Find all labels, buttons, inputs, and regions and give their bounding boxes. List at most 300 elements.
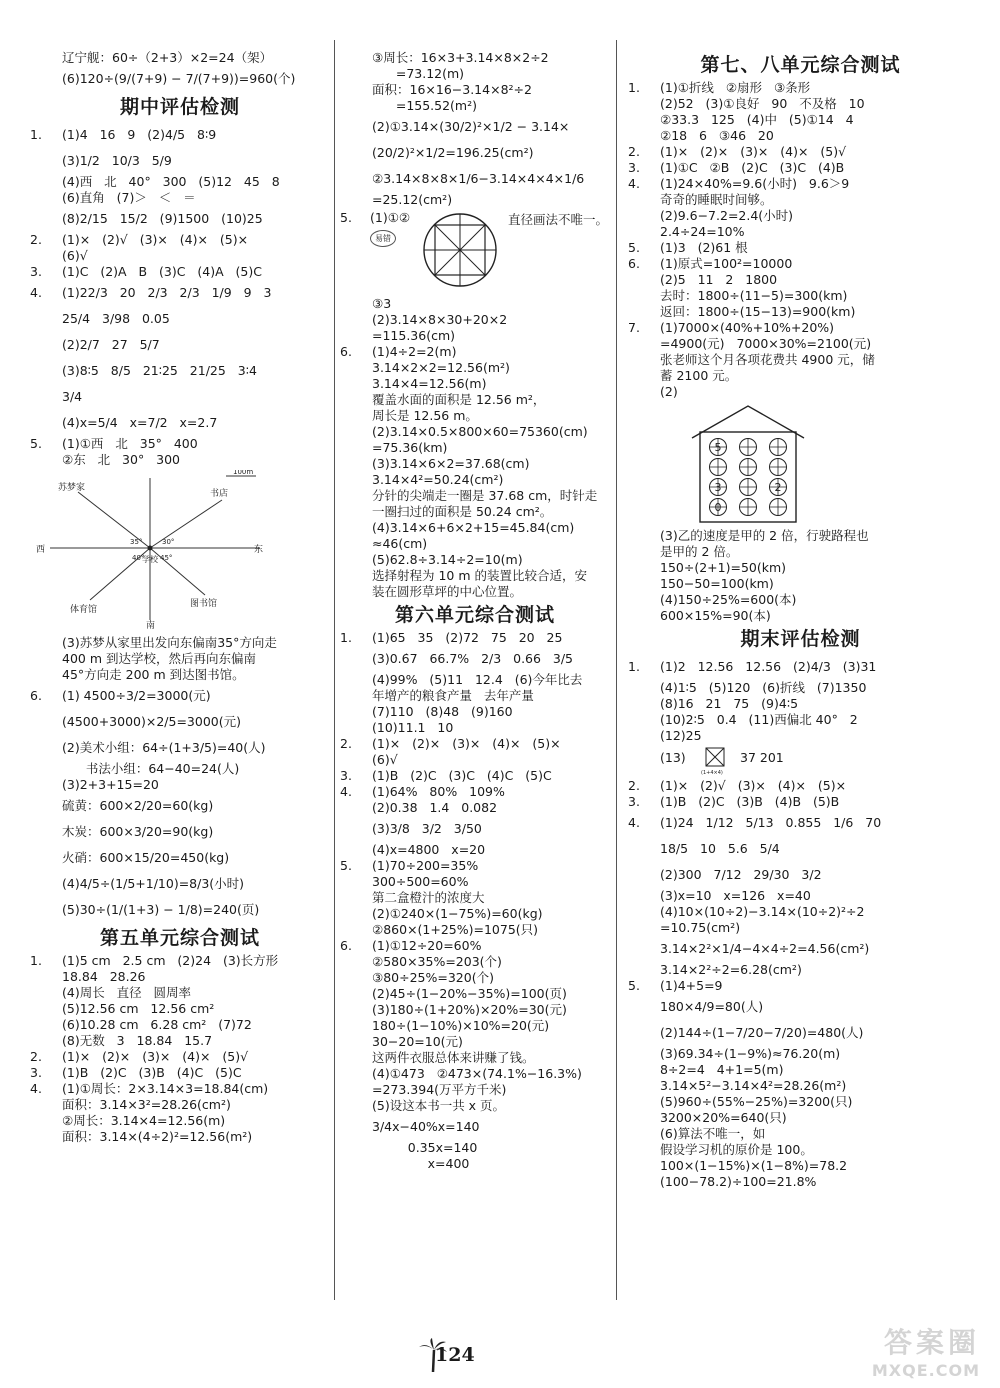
answer-column-3 bbox=[628, 50, 973, 1190]
answer-line bbox=[340, 800, 610, 816]
answer-text: =25.12(cm²) bbox=[372, 192, 453, 207]
answer-text: (1)× (2)√ (3)× (4)× (5)× bbox=[62, 232, 249, 247]
answer-line bbox=[30, 232, 330, 248]
answer-line bbox=[30, 206, 330, 232]
answer-line bbox=[628, 592, 973, 608]
answer-line bbox=[340, 504, 610, 520]
answer-line bbox=[340, 784, 610, 800]
answer-line bbox=[30, 66, 330, 92]
question-number: 2. bbox=[628, 144, 640, 159]
question-number: 4. bbox=[628, 815, 640, 830]
answer-line bbox=[30, 1033, 330, 1049]
angle-label: 30° bbox=[162, 538, 175, 546]
answer-line bbox=[340, 922, 610, 938]
answer-line bbox=[30, 819, 330, 845]
answer-text: 张老师这个月各项花费共 4900 元，储 bbox=[660, 352, 875, 367]
answer-text: (4500+3000)×2/5=3000(元) bbox=[62, 714, 241, 729]
answer-line bbox=[340, 114, 610, 140]
answer-line bbox=[340, 1066, 610, 1082]
answer-text: (1)B (2)C (3)B (4)B (5)B bbox=[660, 794, 840, 809]
answer-text: ②580×35%=203(个) bbox=[372, 954, 502, 969]
column-divider-2 bbox=[616, 40, 617, 1300]
answer-line bbox=[30, 358, 330, 384]
answer-line bbox=[30, 174, 330, 190]
answer-line bbox=[340, 630, 610, 646]
answer-line bbox=[340, 1002, 610, 1018]
house-cell-number: 0 bbox=[714, 501, 722, 514]
answer-text: (4)西 北 40° 300 (5)12 45 8 bbox=[62, 174, 280, 189]
answer-line bbox=[340, 1156, 610, 1172]
answer-line bbox=[340, 720, 610, 736]
house-cell-number: 2 bbox=[774, 481, 782, 494]
answer-line bbox=[30, 332, 330, 358]
answer-text: x=400 bbox=[372, 1156, 470, 1171]
answer-line bbox=[340, 1140, 610, 1156]
answer-text: (4)x=4800 x=20 bbox=[372, 842, 486, 857]
answer-text: (10)2∶5 0.4 (11)西偏北 40° 2 bbox=[660, 712, 858, 727]
question-number: 4. bbox=[628, 176, 640, 191]
question-number: 6. bbox=[30, 688, 42, 703]
angle-label: 45° bbox=[160, 554, 173, 562]
answer-text: (10)11.1 10 bbox=[372, 720, 454, 735]
answer-line bbox=[340, 344, 610, 360]
answer-text: (2)3.14×8×30+20×2 bbox=[372, 312, 508, 327]
answer-line bbox=[30, 651, 330, 667]
answer-text: (4)①473 ②473×(74.1%−16.3%) bbox=[372, 1066, 582, 1081]
answer-line bbox=[30, 897, 330, 923]
answer-text: ②33.3 125 (4)中 (5)①14 4 bbox=[660, 112, 854, 127]
answer-text: (1)5 cm 2.5 cm (2)24 (3)长方形 bbox=[62, 953, 279, 968]
section-heading: 第六单元综合测试 bbox=[394, 604, 555, 626]
answer-text: ≈46(cm) bbox=[372, 536, 428, 551]
question-number: 1. bbox=[628, 80, 640, 95]
answer-line bbox=[30, 667, 330, 683]
answer-line-with-diagram bbox=[628, 746, 973, 776]
answer-text: 25/4 3/98 0.05 bbox=[62, 311, 170, 326]
answer-text: (5)960÷(55%−25%)=3200(只) bbox=[660, 1094, 853, 1109]
answer-line bbox=[628, 962, 973, 978]
answer-text: 180÷(1−10%)×10%=20(元) bbox=[372, 1018, 550, 1033]
answer-text: (2)3.14×0.5×800×60=75360(cm) bbox=[372, 424, 588, 439]
answer-line bbox=[340, 312, 610, 328]
answer-text: 18/5 10 5.6 5/4 bbox=[660, 841, 780, 856]
answer-text: (8)无数 3 18.84 15.7 bbox=[62, 1033, 213, 1048]
answer-text: (20/2)²×1/2=196.25(cm²) bbox=[372, 145, 534, 160]
answer-line bbox=[628, 654, 973, 680]
answer-text: (3)苏梦从家里出发向东偏南35°方向走 bbox=[62, 635, 277, 650]
answer-text: (4)周长 直径 圆周率 bbox=[62, 985, 192, 1000]
answer-text: 600×15%=90(本) bbox=[660, 608, 771, 623]
answer-line bbox=[340, 536, 610, 552]
answer-line bbox=[628, 728, 973, 744]
home-label: 苏梦家 bbox=[58, 483, 86, 493]
question-number: 3. bbox=[30, 1065, 42, 1080]
answer-line bbox=[628, 1142, 973, 1158]
answer-line bbox=[30, 1129, 330, 1145]
answer-text: (5)62.8÷3.14÷2=10(m) bbox=[372, 552, 523, 567]
answer-text: (1)4+5=9 bbox=[660, 978, 723, 993]
answer-text: 假设学习机的原价是 100。 bbox=[660, 1142, 813, 1157]
answer-text: ②3.14×8×8×1/6−3.14×4×4×1/6 bbox=[372, 171, 585, 186]
answer-text: (3)2+3+15=20 bbox=[62, 777, 159, 792]
question-number: 1. bbox=[30, 953, 42, 968]
answer-text: 返回：1800÷(15−13)=900(km) bbox=[660, 304, 856, 319]
answer-text: 8÷2=4 4+1=5(m) bbox=[660, 1062, 784, 1077]
answer-text: (2)9.6−7.2=2.4(小时) bbox=[660, 208, 794, 223]
circle-drawing-figure bbox=[340, 210, 610, 294]
answer-text: =155.52(m²) bbox=[372, 98, 477, 113]
answer-text: (2)45÷(1−20%−35%)=100(页) bbox=[372, 986, 567, 1001]
answer-line bbox=[30, 709, 330, 735]
question-number: 6. bbox=[340, 344, 352, 359]
answer-text: =115.36(cm) bbox=[372, 328, 456, 343]
school-label: 学校 bbox=[142, 555, 158, 564]
answer-line bbox=[628, 994, 973, 1020]
answer-line bbox=[30, 735, 330, 761]
answer-text: (1)7000×(40%+10%+20%) bbox=[660, 320, 835, 335]
answer-text: 3.14×2²÷2=6.28(cm²) bbox=[660, 962, 802, 977]
answer-text: 装在圆形草坪的中心位置。 bbox=[372, 584, 523, 599]
answer-text: (6)√ bbox=[372, 752, 398, 767]
answer-line bbox=[30, 452, 330, 468]
answer-line bbox=[340, 520, 610, 536]
question-number: 6. bbox=[628, 256, 640, 271]
answer-text: (3)x=10 x=126 x=40 bbox=[660, 888, 811, 903]
answer-line bbox=[340, 970, 610, 986]
answer-text: 分针的尖端走一圈是 37.68 cm，时针走 bbox=[372, 488, 598, 503]
answer-line bbox=[340, 1114, 610, 1140]
answer-text: (4)3.14×6+6×2+15=45.84(cm) bbox=[372, 520, 575, 535]
answer-text: 100×(1−15%)×(1−8%)=78.2 bbox=[660, 1158, 848, 1173]
answer-text: ②18 6 ③46 20 bbox=[660, 128, 774, 143]
answer-text: ③80÷25%=320(个) bbox=[372, 970, 494, 985]
answer-text: (2)美术小组：64÷(1+3/5)=40(人) bbox=[62, 740, 266, 755]
south-label: 南 bbox=[146, 621, 156, 630]
answer-text: 一圈扫过的面积是 50.24 cm²。 bbox=[372, 504, 553, 519]
watermark-logo-text: 答案圈 bbox=[883, 1326, 980, 1359]
answer-line bbox=[30, 1049, 330, 1065]
section-heading: 期末评估检测 bbox=[740, 628, 861, 650]
direction-map-figure bbox=[30, 470, 330, 633]
answer-text: (4)4/5÷(1/5+1/10)=8/3(小时) bbox=[62, 876, 245, 891]
answer-text: 0.35x=140 bbox=[372, 1140, 478, 1155]
answer-line bbox=[340, 1098, 610, 1114]
answer-column-1 bbox=[30, 50, 330, 1145]
answer-text: 年增产的粮食产量 去年产量 bbox=[372, 688, 534, 703]
answer-line bbox=[340, 192, 610, 208]
answer-line bbox=[340, 584, 610, 600]
answer-text: (3)180÷(1+20%)×20%=30(元) bbox=[372, 1002, 567, 1017]
page-number: 124 bbox=[435, 1344, 475, 1366]
answer-text: 150÷(2+1)=50(km) bbox=[660, 560, 787, 575]
answer-line bbox=[340, 768, 610, 784]
answer-line bbox=[628, 144, 973, 160]
answer-text: 300÷500=60% bbox=[372, 874, 469, 889]
answer-text: (4)150÷25%=600(本) bbox=[660, 592, 797, 607]
answer-line bbox=[340, 646, 610, 672]
answer-text: 选择射程为 10 m 的装置比较合适，安 bbox=[372, 568, 588, 583]
answer-line bbox=[30, 871, 330, 897]
answer-text: 面积：3.14×3²=28.26(cm²) bbox=[62, 1097, 231, 1112]
answer-line bbox=[340, 954, 610, 970]
answer-text: (1)原式=100²=10000 bbox=[660, 256, 793, 271]
answer-text: (5)30÷(1/(1+3) − 1/8)=240(页) bbox=[62, 902, 260, 917]
answer-text: 辽宁舰：60÷（2+3）×2=24（架） bbox=[62, 50, 273, 65]
answer-line bbox=[628, 560, 973, 576]
east-label: 东 bbox=[254, 545, 264, 555]
answer-text: 3.14×4²=50.24(cm²) bbox=[372, 472, 504, 487]
circle-with-diameters-svg bbox=[420, 210, 500, 290]
answer-text: (3)乙的速度是甲的 2 倍，行驶路程也 bbox=[660, 528, 869, 543]
answer-text: (1)64% 80% 109% bbox=[372, 784, 505, 799]
answer-text: 3.14×2²×1/4−4×4÷2=4.56(cm²) bbox=[660, 941, 870, 956]
answer-line bbox=[340, 816, 610, 842]
answer-line bbox=[628, 336, 973, 352]
question-number: 1. bbox=[340, 630, 352, 645]
answer-line bbox=[628, 272, 973, 288]
answer-line bbox=[628, 176, 973, 192]
answer-line bbox=[340, 906, 610, 922]
answer-line bbox=[30, 1001, 330, 1017]
question-number: 3. bbox=[30, 264, 42, 279]
answer-text: (4)x=5/4 x=7/2 x=2.7 bbox=[62, 415, 218, 430]
answer-line bbox=[340, 376, 610, 392]
house-cell-number: 3 bbox=[714, 481, 722, 494]
answer-text: (8)16 21 75 (9)4∶5 bbox=[660, 696, 799, 711]
answer-line bbox=[30, 264, 330, 280]
answer-text: (1)①C ②B (2)C (3)C (4)B bbox=[660, 160, 845, 175]
answer-line bbox=[30, 190, 330, 206]
answer-text: (1)4 16 9 (2)4/5 8∶9 bbox=[62, 127, 217, 142]
answer-text: (3)1/2 10/3 5/9 bbox=[62, 153, 172, 168]
watermark-url: MXQE.COM bbox=[871, 1361, 980, 1380]
answer-line bbox=[628, 888, 973, 904]
answer-line bbox=[628, 1062, 973, 1078]
answer-text: (6)算法不唯一，如 bbox=[660, 1126, 766, 1141]
answer-text: 覆盖水面的面积是 12.56 m²， bbox=[372, 392, 546, 407]
answer-line bbox=[628, 128, 973, 144]
answer-line bbox=[30, 1017, 330, 1033]
answer-line bbox=[340, 858, 610, 874]
question-number: 5. bbox=[340, 858, 352, 873]
answer-line bbox=[628, 778, 973, 794]
answer-line bbox=[30, 845, 330, 871]
bookstore-ray bbox=[150, 500, 222, 548]
answer-line bbox=[628, 608, 973, 624]
answer-line bbox=[30, 1065, 330, 1081]
answer-text: (1)①西 北 35° 400 bbox=[62, 436, 198, 451]
answer-text: (1)①12÷20=60% bbox=[372, 938, 482, 953]
answer-text: (4)99% (5)11 12.4 (6)今年比去 bbox=[372, 672, 583, 687]
gym-label: 体育馆 bbox=[70, 605, 98, 615]
answer-text: (2)①240×(1−75%)=60(kg) bbox=[372, 906, 543, 921]
question-number: 1. bbox=[30, 127, 42, 142]
answer-text: 30−20=10(元) bbox=[372, 1034, 463, 1049]
answer-line bbox=[628, 304, 973, 320]
answer-line bbox=[628, 1020, 973, 1046]
answer-text: 3.14×4=12.56(m) bbox=[372, 376, 487, 391]
answer-line bbox=[30, 777, 330, 793]
answer-text: 面积：16×16−3.14×8²÷2 bbox=[372, 82, 532, 97]
answer-line bbox=[30, 1113, 330, 1129]
scale-label: 100m bbox=[233, 470, 254, 476]
column-divider-1 bbox=[334, 40, 335, 1300]
answer-text: (1)× (2)√ (3)× (4)× (5)× bbox=[660, 778, 847, 793]
answer-line bbox=[30, 436, 330, 452]
answer-text: 18.84 28.26 bbox=[62, 969, 146, 984]
answer-text: (1)4÷2=2(m) bbox=[372, 344, 457, 359]
answer-line bbox=[628, 978, 973, 994]
answer-text: (1)3 (2)61 根 bbox=[660, 240, 748, 255]
section-heading: 第七、八单元综合测试 bbox=[700, 54, 901, 76]
answer-line bbox=[628, 1126, 973, 1142]
answer-text: 37 201 bbox=[740, 750, 784, 765]
answer-text: (1)①折线 ②扇形 ③条形 bbox=[660, 80, 811, 95]
answer-line bbox=[340, 140, 610, 166]
answer-line bbox=[628, 1158, 973, 1174]
answer-text: (2)0.38 1.4 0.082 bbox=[372, 800, 498, 815]
answer-text: (1)①周长：2×3.14×3=18.84(cm) bbox=[62, 1081, 269, 1096]
west-label: 西 bbox=[36, 545, 46, 555]
answer-line bbox=[340, 66, 610, 82]
answer-text: 硫黄：600×2/20=60(kg) bbox=[62, 798, 214, 813]
answer-line bbox=[628, 80, 973, 96]
answer-text: (1)× (2)× (3)× (4)× (5)√ bbox=[660, 144, 847, 159]
answer-line bbox=[628, 112, 973, 128]
section-heading: 第五单元综合测试 bbox=[99, 927, 260, 949]
drawing-note: 直径画法不唯一。 bbox=[508, 212, 609, 227]
answer-line bbox=[340, 842, 610, 858]
answer-line bbox=[340, 1018, 610, 1034]
answer-text: (1)× (2)× (3)× (4)× (5)√ bbox=[62, 1049, 249, 1064]
answer-text: (6)120÷(9/(7+9) − 7/(7+9))=960(个) bbox=[62, 71, 296, 86]
answer-line bbox=[340, 408, 610, 424]
question-number: 2. bbox=[340, 736, 352, 751]
answer-line bbox=[30, 969, 330, 985]
answer-text: 火硝：600×15/20=450(kg) bbox=[62, 850, 230, 865]
answer-text: (3)8∶5 8/5 21∶25 21/25 3∶4 bbox=[62, 363, 257, 378]
answer-line bbox=[340, 328, 610, 344]
answer-text: 是甲的 2 倍。 bbox=[660, 544, 739, 559]
answer-line bbox=[628, 696, 973, 712]
school-point bbox=[148, 546, 153, 551]
answer-text: 3/4 bbox=[62, 389, 83, 404]
section-heading: 期中评估检测 bbox=[119, 96, 240, 118]
answer-text: ③3 bbox=[372, 296, 392, 311]
answer-text: (2)144÷(1−7/20−7/20)=480(人) bbox=[660, 1025, 864, 1040]
error-prone-stamp: 易错 bbox=[370, 230, 396, 247]
answer-line bbox=[340, 688, 610, 704]
answer-line bbox=[30, 50, 330, 66]
answer-line bbox=[340, 986, 610, 1002]
question-number: 4. bbox=[30, 1081, 42, 1096]
site-watermark bbox=[872, 1321, 980, 1380]
answer-text: (1)70÷200=35% bbox=[372, 858, 479, 873]
answer-line bbox=[340, 488, 610, 504]
answer-text: 3200×20%=640(只) bbox=[660, 1110, 787, 1125]
answer-text: 木炭：600×3/20=90(kg) bbox=[62, 824, 214, 839]
answer-text: (3)3.14×6×2=37.68(cm) bbox=[372, 456, 530, 471]
answer-text: (1)× (2)× (3)× (4)× (5)× bbox=[372, 736, 561, 751]
answer-text: (6)√ bbox=[62, 248, 88, 263]
question-number: 4. bbox=[340, 784, 352, 799]
answer-line bbox=[628, 192, 973, 208]
answer-text: (3)0.6̇7 66.7% 2/3 0.66 3/5 bbox=[372, 651, 573, 666]
answer-line bbox=[30, 683, 330, 709]
answer-text: 45°方向走 200 m 到达图书馆。 bbox=[62, 667, 245, 682]
answer-line bbox=[628, 224, 973, 240]
answer-line bbox=[340, 472, 610, 488]
answer-line bbox=[340, 166, 610, 192]
answer-text: =75.36(km) bbox=[372, 440, 448, 455]
number-house-svg bbox=[688, 402, 808, 524]
answer-text: (8)2/15 15/2 (9)1500 (10)25 bbox=[62, 211, 263, 226]
question-number: 2. bbox=[30, 232, 42, 247]
answer-line bbox=[628, 904, 973, 920]
answer-line bbox=[340, 672, 610, 688]
answer-text: 3.14×5²−3.14×4²=28.26(m²) bbox=[660, 1078, 847, 1093]
answer-line bbox=[628, 544, 973, 560]
answer-line bbox=[340, 1050, 610, 1066]
answer-line bbox=[628, 208, 973, 224]
answer-line bbox=[628, 368, 973, 384]
answer-text: (1)65 35 (2)72 75 20 25 bbox=[372, 630, 563, 645]
answer-text: (2)52 (3)①良好 90 不及格 10 bbox=[660, 96, 865, 111]
answer-line bbox=[30, 280, 330, 306]
answer-line bbox=[628, 712, 973, 728]
number-house-figure bbox=[628, 402, 973, 526]
library-ray bbox=[150, 548, 205, 595]
answer-line bbox=[628, 810, 973, 836]
answer-text: 2.4÷24=10% bbox=[660, 224, 745, 239]
answer-text: 蓄 2100 元。 bbox=[660, 368, 738, 383]
answer-line bbox=[628, 384, 973, 400]
answer-text: (12)25 bbox=[660, 728, 702, 743]
answer-line bbox=[628, 1078, 973, 1094]
answer-line bbox=[30, 985, 330, 1001]
crossed-square-svg bbox=[700, 746, 730, 776]
question-number: 1. bbox=[628, 659, 640, 674]
answer-text: (1)C (2)A B (3)C (4)A (5)C bbox=[62, 264, 262, 279]
answer-text: 第二盒橙汁的浓度大 bbox=[372, 890, 485, 905]
answer-line bbox=[340, 98, 610, 114]
answer-line bbox=[628, 352, 973, 368]
answer-line bbox=[30, 793, 330, 819]
answer-line bbox=[340, 552, 610, 568]
question-number: 3. bbox=[340, 768, 352, 783]
answer-text: (2) bbox=[660, 384, 678, 399]
angle-label: 40° bbox=[132, 554, 145, 562]
answer-line bbox=[628, 240, 973, 256]
direction-map-svg bbox=[30, 470, 270, 630]
answer-text: ②周长：3.14×4=12.56(m) bbox=[62, 1113, 226, 1128]
question-number: 3. bbox=[628, 160, 640, 175]
answer-line bbox=[30, 248, 330, 264]
answer-text: 400 m 到达学校，然后再向东偏南 bbox=[62, 651, 256, 666]
answer-text: 书法小组：64−40=24(人) bbox=[62, 761, 240, 776]
answer-line bbox=[30, 410, 330, 436]
answer-text: (1)①② bbox=[370, 210, 411, 225]
answer-text: 面积：3.14×(4÷2)²=12.56(m²) bbox=[62, 1129, 253, 1144]
answer-text: (6)直角 (7)＞ ＜ ＝ bbox=[62, 190, 196, 205]
answer-text: (7)110 (8)48 (9)160 bbox=[372, 704, 513, 719]
answer-text: (5)设这本书一共 x 页。 bbox=[372, 1098, 506, 1113]
answer-line bbox=[340, 424, 610, 440]
answer-text: (1)B (2)C (3)C (4)C (5)C bbox=[372, 768, 552, 783]
answer-line bbox=[340, 752, 610, 768]
answer-line bbox=[30, 1081, 330, 1097]
angle-label: 35° bbox=[130, 538, 143, 546]
